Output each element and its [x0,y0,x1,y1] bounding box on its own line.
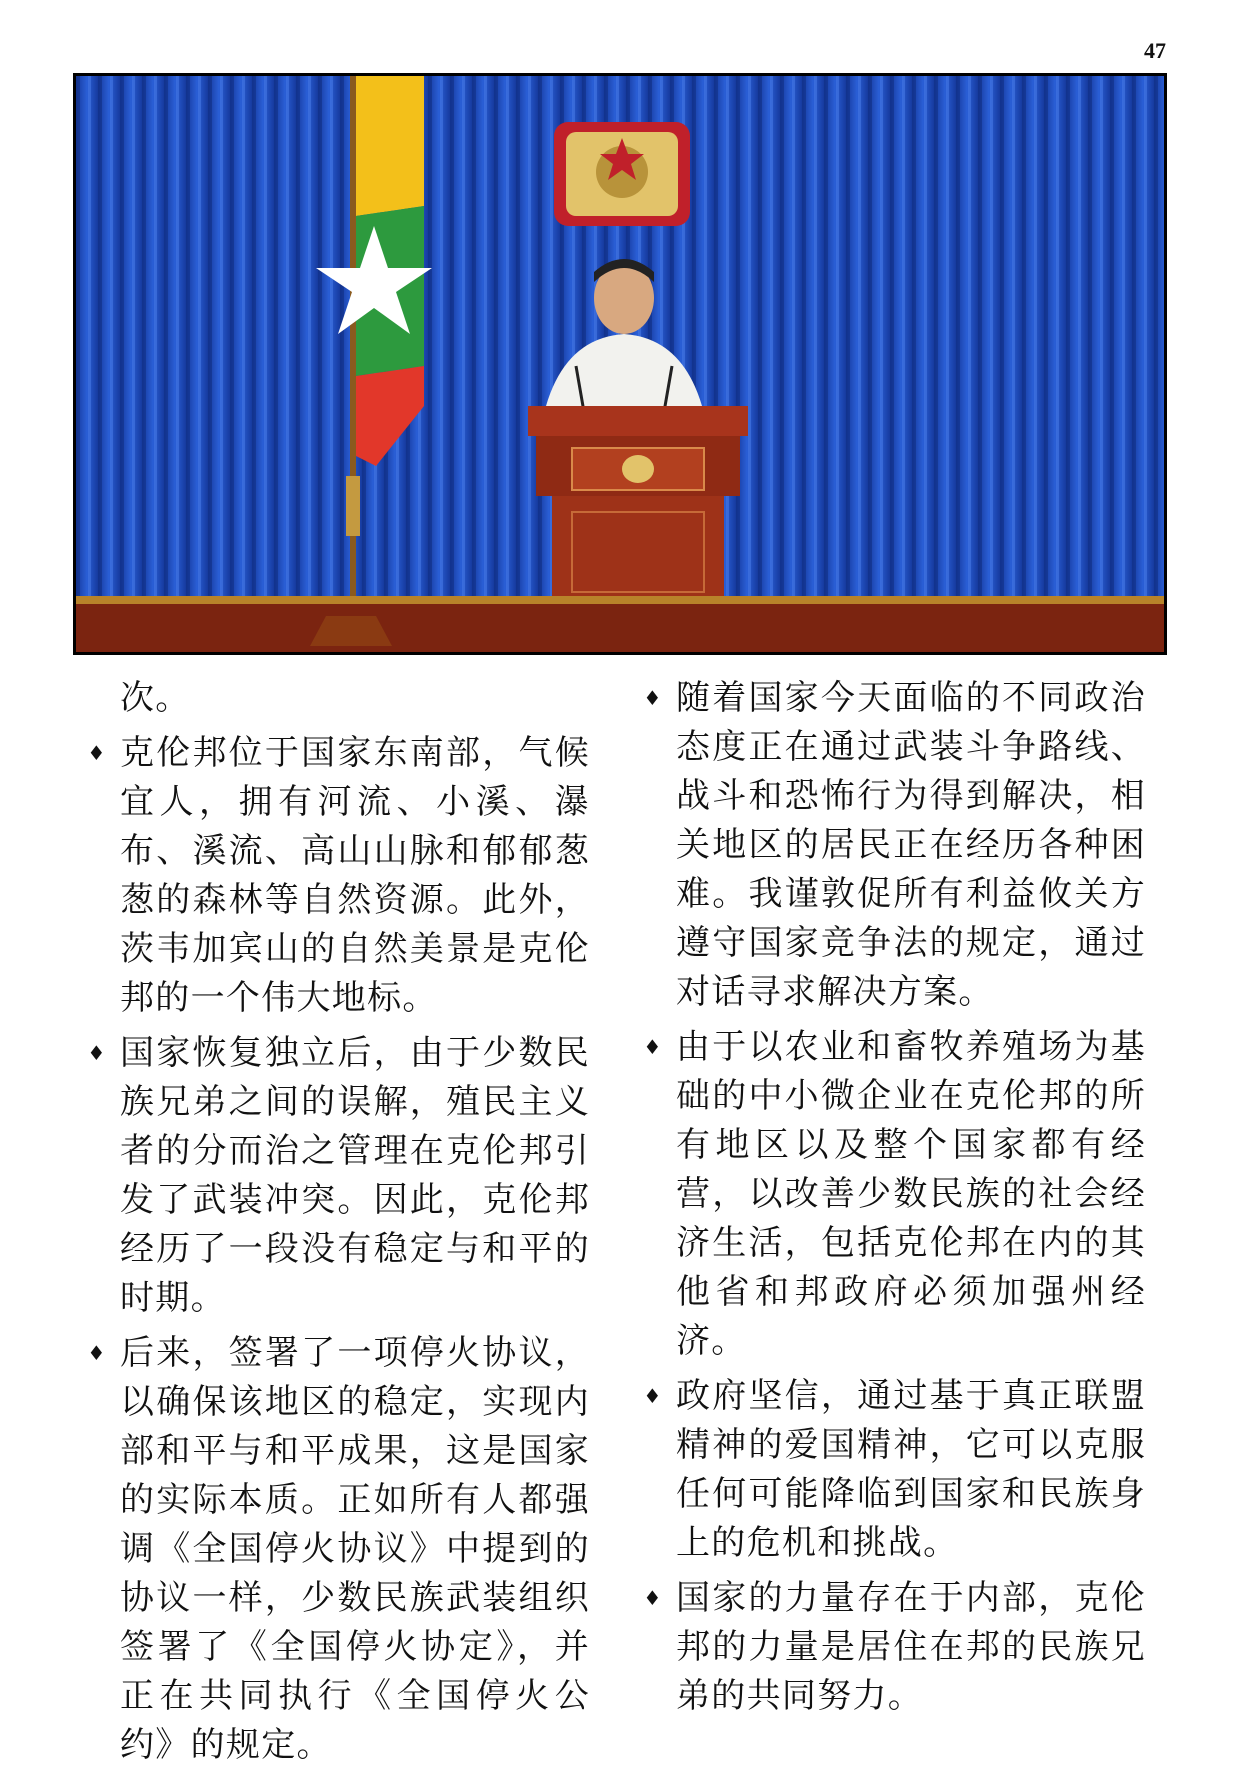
bullet-diamond-icon: ♦ [87,741,107,765]
bullet-item-text: 随着国家今天面临的不同政治态度正在通过武装斗争路线、战斗和恐怖行为得到解决，相关地区的居民正在经历各种困难。我谨敦促所有利益攸关方遵守国家竞争法的规定，通过对话寻求解决方案。 [676,678,1146,1012]
bullet-item-text: 克伦邦位于国家东南部，气候宜人，拥有河流、小溪、瀑布、溪流、高山山脉和郁郁葱葱的森林等自然资源。此外，茨韦加宾山的自然美景是克伦邦的一个伟大地标。 [120,733,590,1018]
bullet-item [82,1029,590,1323]
bullet-diamond-icon: ♦ [643,1035,663,1059]
bullet-diamond-icon: ♦ [643,1384,663,1408]
speaker-at-podium-photo [73,73,1167,655]
podium [528,406,748,596]
bullet-diamond-icon: ♦ [87,1341,107,1365]
bullet-diamond-icon: ♦ [643,1586,663,1610]
bullet-item [638,1023,1146,1366]
bullet-item-text: 后来，签署了一项停火协议，以确保该地区的稳定，实现内部和平与和平成果，这是国家的实际本质。正如所有人都强调《全国停火协议》中提到的协议一样，少数民族武装组织签署了《全国停火协定》，并正在共同执行《全国停火公约》的规定。 [120,1333,590,1765]
bullet-diamond-icon: ♦ [643,686,663,710]
state-emblem-icon [554,122,690,226]
bullet-diamond-icon: ♦ [87,1041,107,1065]
bullet-item-text: 政府坚信，通过基于真正联盟精神的爱国精神，它可以克服任何可能降临到国家和民族身上的危机和挑战。 [676,1376,1146,1563]
paragraph-continuation [82,674,590,723]
left-text-column [82,674,590,1776]
page-number: 47 [1144,38,1166,63]
bullet-item [82,729,590,1023]
bullet-item-text: 国家的力量存在于内部，克伦邦的力量是居住在邦的民族兄弟的共同努力。 [676,1578,1146,1716]
right-text-column [638,674,1146,1727]
bullet-item [638,1574,1146,1721]
paragraph-text: 次。 [120,678,191,718]
bullet-item [638,674,1146,1017]
bullet-item-text: 由于以农业和畜牧养殖场为基础的中小微企业在克伦邦的所有地区以及整个国家都有经营，以改善少数民族的社会经济生活，包括克伦邦在内的其他省和邦政府必须加强州经济。 [676,1027,1146,1361]
bullet-item-text: 国家恢复独立后，由于少数民族兄弟之间的误解，殖民主义者的分而治之管理在克伦邦引发了武装冲突。因此，克伦邦经历了一段没有稳定与和平的时期。 [120,1033,590,1318]
bullet-item [638,1372,1146,1568]
bullet-item [82,1329,590,1770]
